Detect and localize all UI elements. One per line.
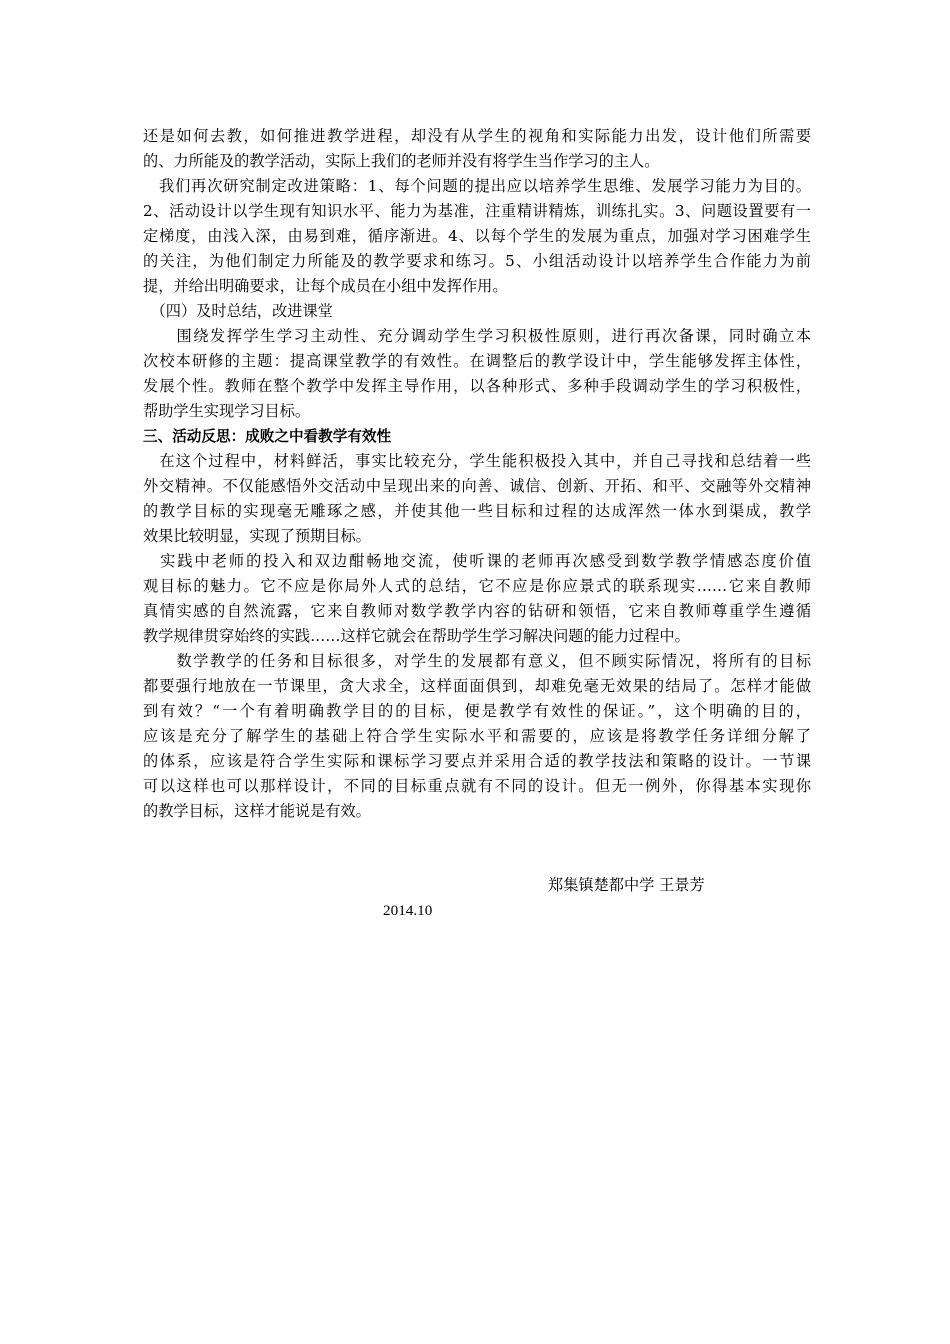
text-line: （四）及时总结，改进课堂 [143,302,333,320]
text-line: 数学教学的任务和目标很多，对学生的发展都有意义，但不顾实际情况，将所有的目标 [143,652,811,670]
text-line: 还是如何去教，如何推进教学进程，却没有从学生的视角和实际能力出发，设计他们所需要 [143,127,811,145]
text-line: 可以这样也可以那样设计，不同的目标重点就有不同的设计。但无一例外，你得基本实现你 [143,777,811,795]
document-date: 2014.10 [383,902,433,919]
text-line: 实践中老师的投入和双边酣畅地交流，使听课的老师再次感受到数学教学情感态度价值 [143,552,811,570]
text-line: 提，并给出明确要求，让每个成员在小组中发挥作用。 [143,277,508,295]
text-line: 在这个过程中，材料鲜活，事实比较充分，学生能积极投入其中，并自己寻找和总结着一些 [143,452,811,470]
paragraph [143,449,811,549]
text-line: 教学规律贯穿始终的实践……这样它就会在帮助学生学习解决问题的能力过程中。 [143,627,690,645]
paragraph [143,649,811,824]
text-line: 围绕发挥学生学习主动性、充分调动学生学习积极性原则，进行再次备课，同时确立本 [143,327,811,345]
text-line: 效果比较明显，实现了预期目标。 [143,527,371,545]
text-line: 到有效？“一个有着明确教学目的的目标，便是教学有效性的保证。”，这个明确的目的， [143,702,811,720]
text-line: 的教学目标，这样才能说是有效。 [143,802,371,820]
text-line: 2、活动设计以学生现有知识水平、能力为基准，注重精讲精炼，训练扎实。3、问题设置要有一 [143,202,811,220]
text-line: 的、力所能及的教学活动，实际上我们的老师并没有将学生当作学习的主人。 [143,152,660,170]
text-line: 次校本研修的主题：提高课堂教学的有效性。在调整后的教学设计中，学生能够发挥主体性， [143,352,811,370]
text-line: 的关注，为他们制定力所能及的教学要求和练习。5、小组活动设计以培养学生合作能力为前 [143,252,811,270]
paragraph [143,299,811,324]
text-line: 的体系，应该是符合学生实际和课标学习要点并采用合适的教学技法和策略的设计。一节课 [143,752,811,770]
text-line: 真情实感的自然流露，它来自教师对数学教学内容的钻研和领悟，它来自教师尊重学生遵循 [143,602,811,620]
text-line: 外交精神。不仅能感悟外交活动中呈现出来的向善、诚信、创新、开拓、和平、交融等外交精神 [143,477,811,495]
paragraph [143,124,811,174]
text-line: 定梯度，由浅入深，由易到难，循序渐进。4、以每个学生的发展为重点，加强对学习困难学生 [143,227,811,245]
text-line: 三、活动反思：成败之中看教学有效性 [143,428,392,445]
text-line: 我们再次研究制定改进策略：1、每个问题的提出应以培养学生思维、发展学习能力为目的。 [143,177,811,195]
document-body [143,124,811,824]
text-line: 都要强行地放在一节课里，贪大求全，这样面面俱到，却难免毫无效果的结局了。怎样才能做 [143,677,811,695]
author-signature: 郑集镇楚都中学 王景芳 [548,876,705,894]
text-line: 应该是充分了解学生的基础上符合学生实际水平和需要的，应该是将教学任务详细分解了 [143,727,811,745]
paragraph [143,549,811,649]
text-line: 观目标的魅力。它不应是你局外人式的总结，它不应是你应景式的联系现实……它来自教师 [143,577,811,595]
paragraph [143,174,811,299]
section-heading [143,424,811,449]
text-line: 帮助学生实现学习目标。 [143,402,311,420]
text-line: 的教学目标的实现毫无雕琢之感，并使其他一些目标和过程的达成浑然一体水到渠成，教学 [143,502,811,520]
paragraph [143,324,811,424]
text-line: 发展个性。教师在整个教学中发挥主导作用，以各种形式、多种手段调动学生的学习积极性， [143,377,811,395]
